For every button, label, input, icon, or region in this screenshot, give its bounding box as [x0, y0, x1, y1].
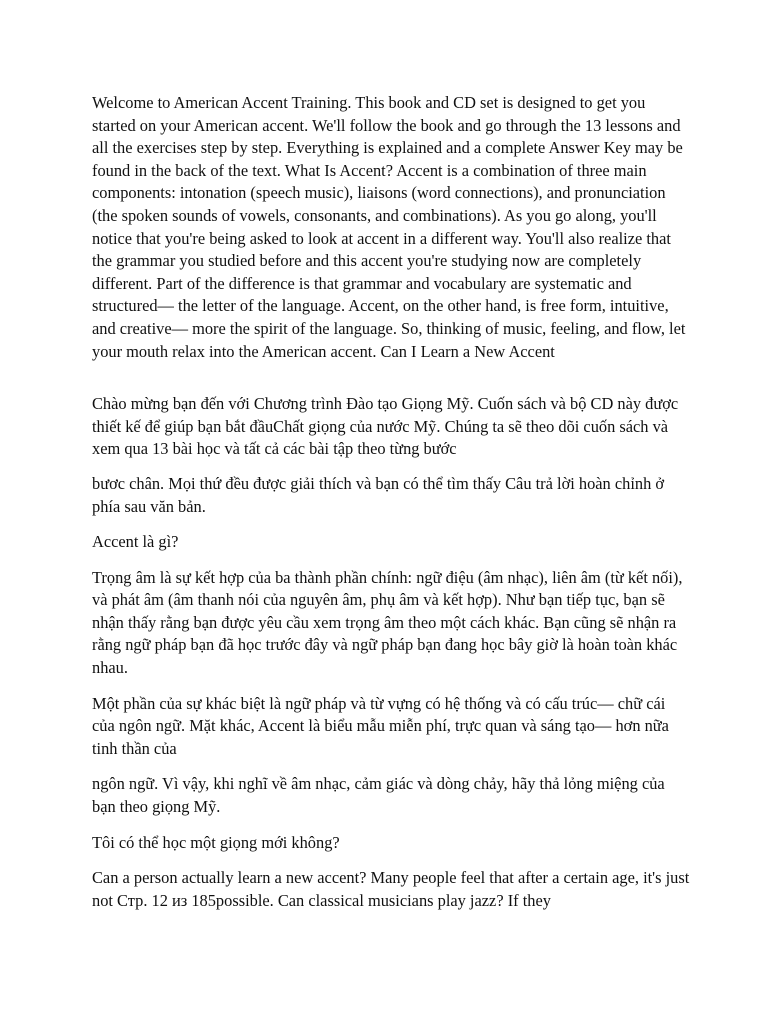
- vi-difference-paragraph: Một phần của sự khác biệt là ngữ pháp và từ vựng có hệ thống và có cấu trúc— chữ cái của ngôn ngữ. Mặt khác, Accent là biểu mẫu miễn phí, trực quan và sáng tạo— hơn nữa tinh thần của: [92, 693, 669, 758]
- section-gap: [92, 363, 692, 393]
- vi-welcome-paragraph: Chào mừng bạn đến với Chương trình Đào tạo Giọng Mỹ. Cuốn sách và bộ CD này được thiết kế để giúp bạn bắt đầuChất giọng của nước Mỹ. Chúng ta sẽ theo dõi cuốn sách và xem qua 13 bài học và tất cả các bài tập theo từng bước: [92, 394, 679, 459]
- vi-accent-definition-paragraph: Trọng âm là sự kết hợp của ba thành phần chính: ngữ điệu (âm nhạc), liên âm (từ kết nối), và phát âm (âm thanh nói của nguyên âm, phụ âm và kết hợp). Như bạn tiếp tục, bạn sẽ nhận thấy rằng bạn được yêu cầu xem trọng âm theo một cách khác. Bạn cũng sẽ nhận ra rằng ngữ pháp bạn đã học trước đây và ngữ pháp bạn đang học bây giờ là hoàn toàn khác nhau.: [92, 567, 683, 678]
- vi-language-paragraph: ngôn ngữ. Vì vậy, khi nghĩ về âm nhạc, cảm giác và dòng chảy, hãy thả lỏng miệng của bạn theo giọng Mỹ.: [92, 774, 665, 817]
- english-intro-paragraph: Welcome to American Accent Training. This book and CD set is designed to get you started on your American accent. We'll follow the book and go through the 13 lessons and all the exercises step by step. Everything is explained and a complete Answer Key may be found in the back of the text. What Is Accent? Accent is a combination of three main components: intonation (speech music), liaisons (word connections), and pronunciation (the spoken sounds of vowels, consonants, and combinations). As you go along, you'll notice that you're being asked to look at accent in a different way. You'll also realize that the grammar you studied before and this accent you're studying now are completely different. Part of the difference is that grammar and vocabulary are systematic and structured— the letter of the language. Accent, on the other hand, is free form, intuitive, and creative— more the spirit of the language. So, thinking of music, feeling, and flow, let your mouth relax into the American accent. Can I Learn a New Accent: [92, 93, 686, 361]
- english-closing-paragraph: Can a person actually learn a new accent? Many people feel that after a certain age, it's just not Стр. 12 из 185possible. Can classical musicians play jazz? If they: [92, 868, 690, 910]
- vi-accent-heading: Accent là gì?: [92, 532, 179, 552]
- document-body: [92, 92, 692, 925]
- vi-question-heading: Tôi có thể học một giọng mới không?: [92, 832, 340, 852]
- vi-step-paragraph: bươc chân. Mọi thứ đều được giải thích và bạn có thể tìm thấy Câu trả lời hoàn chỉnh ở phía sau văn bản.: [92, 473, 665, 516]
